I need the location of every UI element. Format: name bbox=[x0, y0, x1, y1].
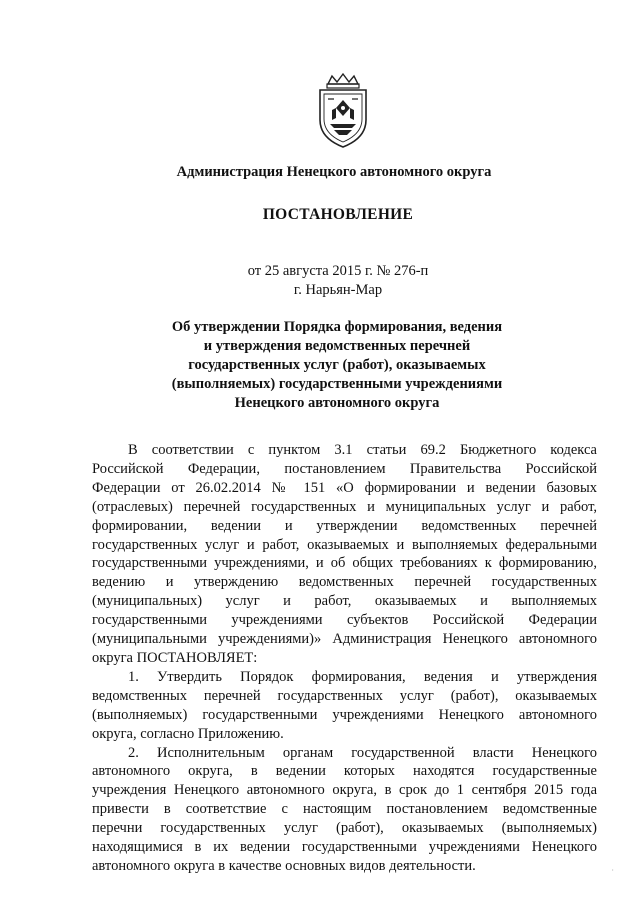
text-line: (выполняемых) государственными учреждениями Ненецкого автономного bbox=[92, 706, 597, 723]
text-line: 2. Исполнительным органам государственной власти Ненецкого bbox=[128, 744, 597, 761]
text-line: формировании, ведении и утверждении ведомственных перечней bbox=[92, 517, 597, 534]
text-line: Российской Федерации, постановлением Правительства Российской bbox=[92, 460, 597, 477]
paragraph-item-1 bbox=[92, 668, 597, 744]
document-type: ПОСТАНОВЛЕНИЕ bbox=[262, 206, 414, 223]
text-line: автономного округа, в ведении которых находятся государственные bbox=[92, 763, 597, 780]
title-line: (выполняемых) государственными учреждениями bbox=[171, 376, 503, 392]
text-line: 1. Утвердить Порядок формирования, ведения и утверждения bbox=[128, 668, 597, 685]
document-body bbox=[92, 441, 597, 876]
text-line: (отраслевых) перечней государственных и муниципальных услуг и работ, bbox=[92, 498, 597, 515]
text-line: перечни государственных услуг (работ), оказываемых (выполняемых) bbox=[92, 820, 597, 837]
date-number: от 25 августа 2015 г. № 276-п bbox=[247, 263, 429, 279]
title-line: государственных услуг (работ), оказываемых bbox=[188, 357, 486, 373]
paragraph-preamble bbox=[92, 441, 597, 668]
organization-name: Администрация Ненецкого автономного округа bbox=[176, 164, 492, 180]
text-line: округа ПОСТАНОВЛЯЕТ: bbox=[92, 649, 258, 666]
text-line: Федерации от 26.02.2014 № 151 «О формировании и ведении базовых bbox=[92, 479, 597, 496]
text-line: (муниципальных) услуг и работ, оказываемых и выполняемых bbox=[92, 593, 597, 610]
title-line: и утверждения ведомственных перечней bbox=[203, 338, 471, 354]
text-line: государственных услуг и работ, оказываемых и выполняемых федеральными bbox=[92, 536, 597, 553]
text-line: привести в соответствие с настоящим постановлением ведомственные bbox=[92, 801, 597, 818]
text-line: государственными учреждениями, и об общих требованиях к формированию, bbox=[92, 555, 597, 572]
paragraph-item-2 bbox=[92, 744, 597, 876]
text-line: ведомственных перечней государственных услуг (работ), оказываемых bbox=[92, 687, 597, 704]
title-line: Об утверждении Порядка формирования, ведения bbox=[171, 319, 503, 335]
text-line: В соответствии с пунктом 3.1 статьи 69.2 Бюджетного кодекса bbox=[128, 442, 597, 458]
page-mark: · bbox=[611, 866, 614, 875]
coat-of-arms-icon bbox=[312, 72, 374, 150]
date-block bbox=[0, 262, 640, 300]
title-line: Ненецкого автономного округа bbox=[234, 395, 440, 411]
text-line: (муниципальными учреждениями)» Администрация Ненецкого автономного bbox=[92, 631, 597, 648]
text-line: государственными учреждениями субъектов Российской Федерации bbox=[92, 612, 597, 629]
text-line: округа, согласно Приложению. bbox=[92, 725, 284, 742]
text-line: ведению и утверждению ведомственных перечней государственных bbox=[92, 574, 597, 591]
document-title bbox=[0, 318, 640, 413]
text-line: находящимися в их ведении государственными учреждениями Ненецкого bbox=[92, 839, 597, 856]
city: г. Нарьян-Мар bbox=[293, 282, 383, 298]
text-line: автономного округа в качестве основных видов деятельности. bbox=[92, 857, 476, 874]
text-line: учреждения Ненецкого автономного округа, в срок до 1 сентября 2015 года bbox=[92, 782, 597, 799]
